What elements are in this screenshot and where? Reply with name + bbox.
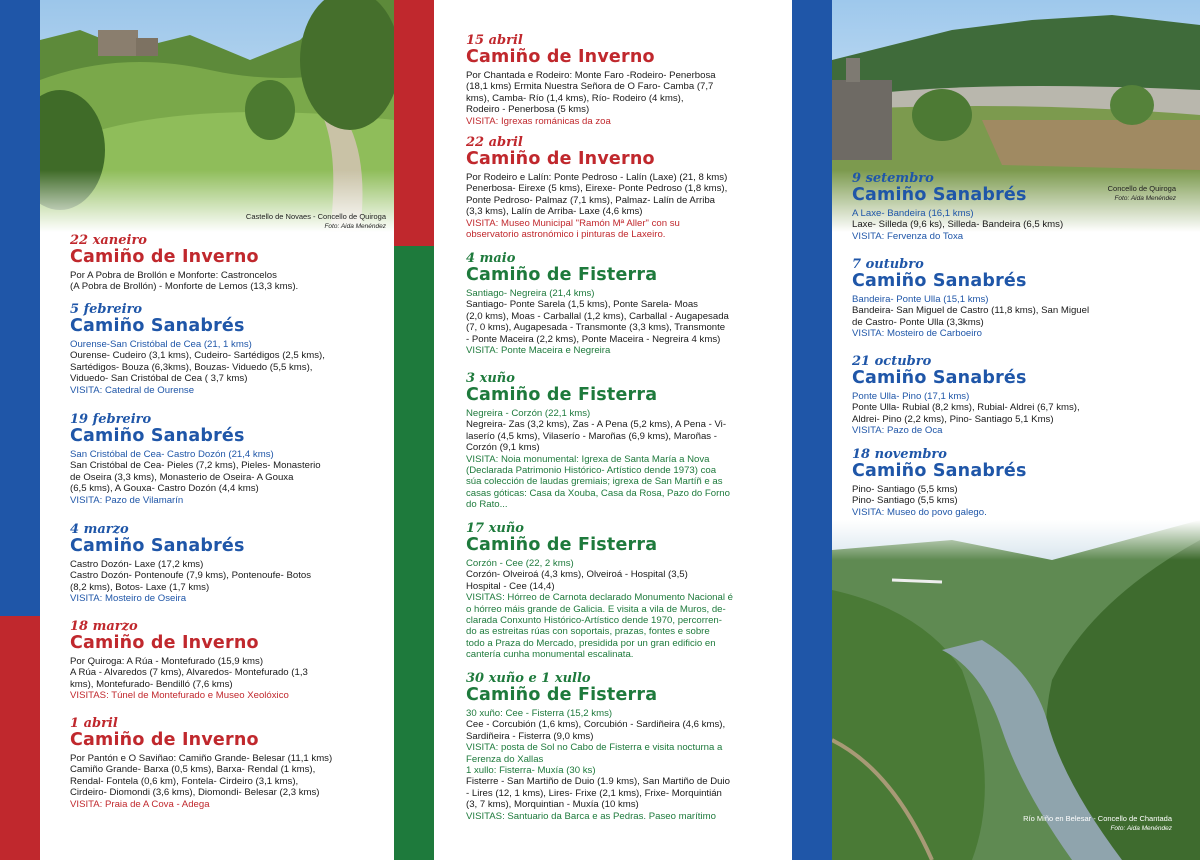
caption-credit: Foto: Aida Menéndez [324,223,386,230]
entry-date: 4 maio [466,251,516,266]
entry-visit: VISITA: Noia monumental: Igrexa de Santa María a Nova [466,453,710,465]
entry-line: Viduedo- San Cristóbal de Cea ( 3,7 kms) [70,373,248,385]
entry-visit: Ferenza do Xallas [466,753,544,765]
entry-line: Bandeira- San Miguel de Castro (11,8 kms), San Miguel [852,305,1090,317]
stripe-blue-right [792,0,832,860]
entry-line: Ponte Ulla- Rubial (8,2 kms), Rubial- Aldrei (6,7 kms), [852,402,1080,414]
entry-visit: observatorio astronómico i pinturas de Laxeiro. [466,229,666,241]
entry-date: 18 marzo [70,619,138,634]
entry-route: Camiño de Fisterra [466,535,658,555]
entry-line: Por Quiroga: A Rúa - Montefurado (15,9 kms) [70,656,264,667]
entry-visit: VISITA: Pazo de Vilamarín [70,494,184,506]
entry-line: Por Pantón e O Saviñao: Camiño Grande- Belesar (11,1 kms) [70,753,333,764]
entry-line: de Castro- Ponte Ulla (3,3kms) [852,316,984,328]
entry-line: Aldrei- Pino (2,2 kms), Pino- Santiago 5,1 Kms) [852,413,1054,425]
entry-5-febreiro [70,303,390,396]
entry-subtitle: 30 xuño: Cee - Fisterra (15,2 kms) [466,708,613,719]
entry-date: 9 setembro [852,171,934,186]
entry-date: 15 abril [466,33,523,48]
entry-visit: do as estreitas rúas con soportais, prazas, fontes e sobre [466,626,710,638]
entry-line: Sartédigos- Bouza (6,3kms), Bouzas- Viduedo (5,5 kms), [70,361,313,373]
entry-line: Fisterre - San Martiño de Duio (1.9 kms), San Martiño de Duio [466,776,730,788]
entry-date: 1 abril [70,716,118,731]
entry-21-octubro [852,355,1172,437]
entry-visit: súa colección de laudas gremiais; igrexa de San Martíñ e as [466,476,723,488]
entry-visit: clarada Conxunto Histórico-Artístico dende 1970, percorren- [466,615,722,627]
entry-18-marzo [70,620,390,702]
entry-visit: VISITA: Praia de A Cova - Adega [70,798,210,810]
entry-line: Sardiñeira - Fisterra (9,0 kms) [466,730,594,742]
entry-date: 21 octubro [852,354,932,369]
entry-date: 4 marzo [70,522,129,537]
entry-subtitle: San Cristóbal de Cea- Castro Dozón (21,4 kms) [70,449,274,460]
entry-4-marzo [70,523,390,605]
entry-date: 30 xuño e 1 xullo [466,671,591,686]
entry-date: 22 xaneiro [70,233,147,248]
entry-route: Camiño de Fisterra [466,385,658,405]
entry-line: de Oseira (3,3 kms), Monasterio de Oseira- A Gouxa [70,471,294,483]
entry-line: (2,0 kms), Moas - Carballal (1,2 kms), Carballal - Augapesada [466,310,729,322]
entry-date: 18 novembro [852,447,947,462]
entry-route: Camiño de Inverno [466,47,655,67]
entry-line: Pino- Santiago (5,5 kms) [852,495,958,507]
entry-line: Castro Dozón- Pontenoufe (7,9 kms), Pontenoufe- Botos [70,570,312,582]
entry-visit: VISITAS: Túnel de Montefurado e Museo Xeolóxico [70,690,289,702]
entry-route: Camiño de Inverno [70,633,259,653]
entry-subtitle: Corzón - Cee (22, 2 kms) [466,558,574,569]
entry-line: (6,5 kms), A Gouxa- Castro Dozón (4,4 kms) [70,483,259,495]
entry-visit: o hórreo máis grande de Galicia. E visita a vila de Muros, de- [466,603,726,615]
entry-line: Pino- Santiago (5,5 kms) [852,484,958,495]
castle-landscape-image [40,0,394,232]
entry-line: laserío (4,5 kms), Vilaserío - Maroñas (6,9 kms), Maroñas - [466,430,717,442]
entry-line: (8,2 kms), Botos- Laxe (1,7 kms) [70,581,210,593]
caption-text: Río Miño en Belesar - Concello de Chantada [1023,814,1172,823]
entry-visit: VISITA: Pazo de Oca [852,425,943,437]
entry-route: Camiño Sanabrés [70,426,245,446]
entry-visit: todo a Praza do Mercado, presidida por un gran edificio en [466,637,716,649]
entry-line: Santiago- Ponte Sarela (1,5 kms), Ponte Sarela- Moas [466,299,698,311]
entry-subtitle: A Laxe- Bandeira (16,1 kms) [852,208,974,219]
entry-visit: (Declarada Patrimonio Histórico- Artístico dende 1973) coa [466,465,717,477]
entry-visit: VISITAS: Santuario da Barca e as Pedras. Paseo marítimo [466,810,716,822]
entry-line: Ponte Pedroso- Palmaz (7,1 kms), Palmaz- Lalín de Arriba [466,194,716,206]
entry-7-outubro [852,258,1172,340]
entry-date: 5 febreiro [70,302,143,317]
entry-date: 3 xuño [466,371,515,386]
entry-4-maio [466,252,790,356]
entry-line: Hospital - Cee (14,4) [466,580,555,592]
entry-visit: cantería cunha monumental escalinata. [466,649,634,661]
entry-3-xuno [466,372,790,511]
entry-visit: do Rato... [466,499,508,511]
entry-line: kms), Camba- Río (1,4 kms), Río- Rodeiro (4 kms), [466,92,684,104]
entry-visit: VISITA: Museo do povo galego. [852,506,987,518]
entry-route: Camiño Sanabrés [852,271,1027,291]
entry-line: Por A Pobra de Brollón e Monforte: Castroncelos [70,270,277,281]
entry-line: (3, 7 kms), Morquintian - Muxía (10 kms) [466,799,639,811]
entry-line: (18,1 kms) Ermita Nuestra Señora de O Faro- Camba (7,7 [466,81,714,93]
entry-line: Ourense- Cudeiro (3,1 kms), Cudeiro- Sartédigos (2,5 kms), [70,350,325,362]
caption-text: Castello de Novaes - Concello de Quiroga [245,212,386,221]
entry-line: Por Chantada e Rodeiro: Monte Faro -Rodeiro- Penerbosa [466,70,716,81]
entry-route: Camiño Sanabrés [70,536,245,556]
entry-line: Rodeiro - Penerbosa (5 kms) [466,104,590,116]
entry-22-abril [466,136,790,240]
entry-visit: VISITA: Museo Municipal "Ramón Mª Aller" con su [466,217,680,229]
stripe-red-left [0,616,40,860]
entry-1-abril [70,717,390,810]
entry-line: - Ponte Maceira (2,2 kms), Ponte Maceira - Negreira 4 kms) [466,333,721,345]
entry-date: 22 abril [466,135,523,150]
entry-subtitle: Bandeira- Ponte Ulla (15,1 kms) [852,294,989,305]
entry-line: (3,3 kms), Lalín de Arriba- Laxe (4,6 kms) [466,206,643,218]
entry-subtitle: Santiago- Negreira (21,4 kms) [466,288,595,299]
entry-15-abril [466,34,786,127]
entry-route: Camiño de Inverno [70,730,259,750]
entry-date: 17 xuño [466,521,524,536]
entry-route: Camiño de Inverno [70,247,259,267]
caption-credit: Foto: Aida Menéndez [1110,825,1172,832]
entry-subtitle: Ponte Ulla- Pino (17,1 kms) [852,391,970,402]
entry-line: Camiño Grande- Barxa (0,5 kms), Barxa- Rendal (1 kms), [70,764,316,776]
entry-route: Camiño de Fisterra [466,685,658,705]
entry-route: Camiño Sanabrés [852,185,1027,205]
entry-22-xaneiro [70,234,390,293]
entry-19-febreiro [70,413,390,506]
entry-line: San Cristóbal de Cea- Pieles (7,2 kms), Pieles- Monasterio [70,460,321,472]
entry-visit: VISITA: Mosteiro de Oseira [70,593,187,605]
entry-route: Camiño Sanabrés [852,368,1027,388]
stripe-green-mid [394,246,434,860]
caption-credit: Foto: Aida Menéndez [1114,195,1176,202]
entry-line: Cirdeiro- Diomondi (3,6 kms), Diomondi- Belesar (2,3 kms) [70,787,320,799]
entry-visit: casas góticas: Casa da Xouba, Casa da Rosa, Pazo do Forno [466,487,730,499]
entry-line: Laxe- Silleda (9,6 ks), Silleda- Bandeira (6,5 kms) [852,219,1064,231]
entry-visit: VISITA: posta de Sol no Cabo de Fisterra e visita nocturna a [466,742,723,754]
entry-9-setembro [852,172,1172,242]
entry-line: Por Rodeiro e Lalín: Ponte Pedroso - Lalín (Laxe) (21, 8 kms) [466,172,728,183]
entry-30-xuno-1-xullo [466,672,790,822]
entry-date: 19 febreiro [70,412,152,427]
caption-text: Concello de Quiroga [1107,184,1176,193]
castle-photo [40,0,394,232]
entry-subtitle: Negreira - Corzón (22,1 kms) [466,408,591,419]
entry-line: Corzón (9,1 kms) [466,442,540,454]
entry-line: A Rúa - Alvaredos (7 kms), Alvaredos- Montefurado (1,3 [70,667,308,679]
entry-line: Cee - Corcubión (1,6 kms), Corcubión - Sardiñeira (4,6 kms), [466,719,726,731]
stripe-red-mid [394,0,434,246]
river-photo [832,520,1200,860]
entry-visit: VISITA: Fervenza do Toxa [852,230,964,242]
river-photo-caption [1023,814,1172,833]
entry-line: Negreira- Zas (3,2 kms), Zas - A Pena (5,2 kms), A Pena - Vi- [466,419,727,431]
entry-subtitle: Ourense-San Cristóbal de Cea (21, 1 kms) [70,339,252,350]
entry-route: Camiño de Inverno [466,149,655,169]
entry-visit: VISITA: Catedral de Ourense [70,384,195,396]
entry-line: kms), Montefurado- Bendilló (7,6 kms) [70,678,233,690]
entry-route: Camiño Sanabrés [852,461,1027,481]
entry-line: Penerbosa- Eirexe (5 kms), Eirexe- Ponte Pedroso (1,8 kms), [466,183,728,195]
entry-line: - Lires (12, 1 kms), Lires- Frixe (2,1 kms), Frixe- Morquintián [466,787,722,799]
entry-route: Camiño Sanabrés [70,316,245,336]
entry-17-xuno [466,522,790,661]
entry-line: Rendal- Fontela (0,6 km), Fontela- Cirdeiro (3,1 kms), [70,775,299,787]
entry-visit: VISITA: Ponte Maceira e Negreira [466,345,611,357]
entry-line: Corzón- Olveiroá (4,3 kms), Olveiroá - Hospital (3,5) [466,569,688,581]
entry-line: (A Pobra de Brollón) - Monforte de Lemos (13,3 kms). [70,281,299,293]
entry-visit: VISITA: Igrexas románicas da zoa [466,115,611,127]
river-valley-image [832,520,1200,860]
stripe-blue-left [0,0,40,616]
entry-line: (7, 0 kms), Augapesada - Transmonte (3,3 kms), Transmonte [466,322,726,334]
entry-visit: VISITAS: Hórreo de Carnota declarado Monumento Nacional é [466,592,733,604]
entry-line: Castro Dozón- Laxe (17,2 kms) [70,559,204,570]
entry-date: 7 outubro [852,257,924,272]
entry-18-novembro [852,448,1172,518]
entry-subtitle: 1 xullo: Fisterra- Muxía (30 ks) [466,765,596,777]
castle-photo-caption [246,212,386,231]
entry-visit: VISITA: Mosteiro de Carboeiro [852,328,982,340]
entry-route: Camiño de Fisterra [466,265,658,285]
